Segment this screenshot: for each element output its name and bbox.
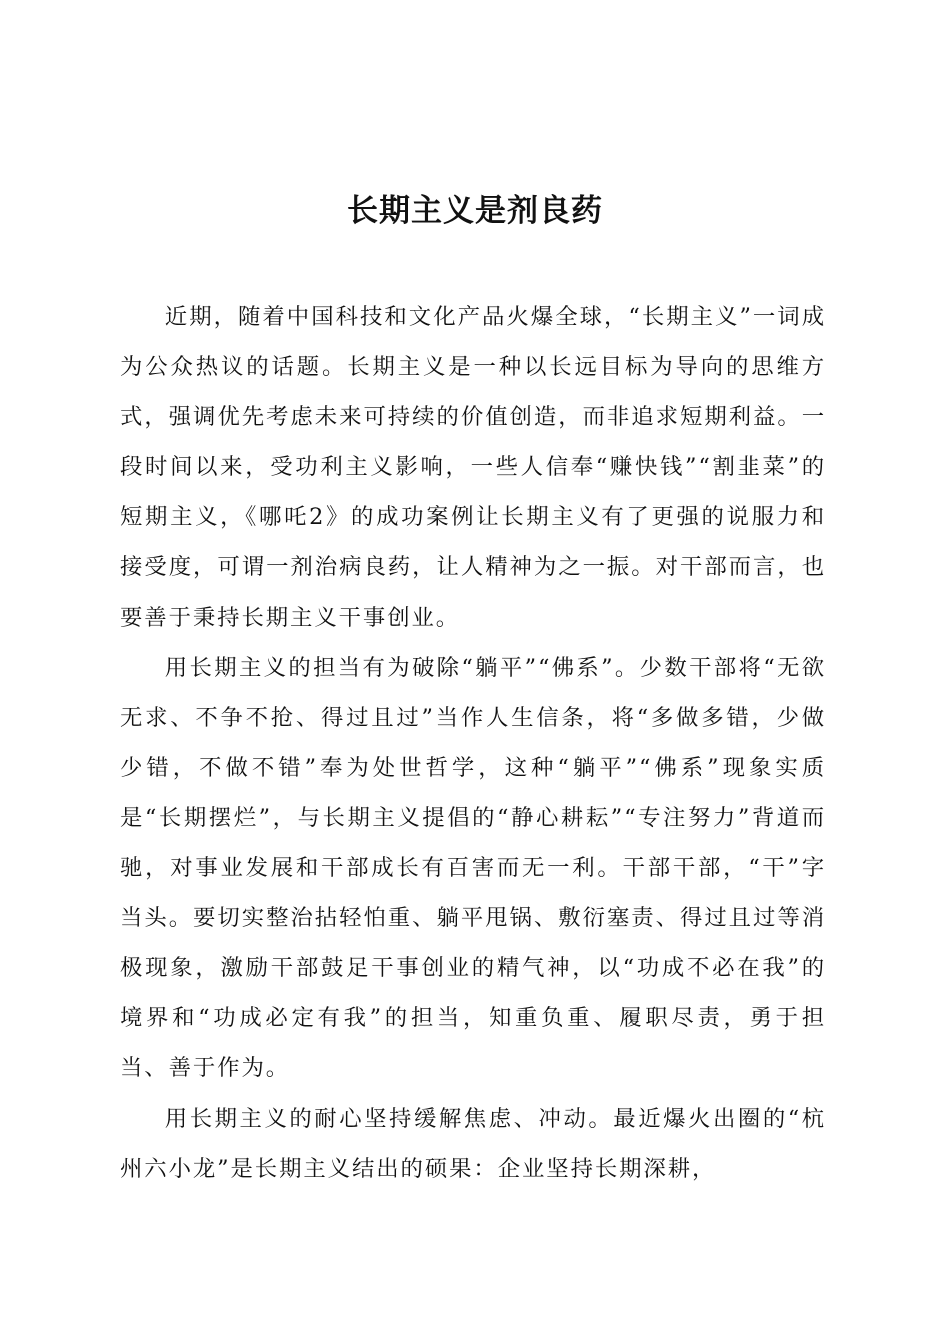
paragraph-2: 用长期主义的担当有为破除“躺平”“佛系”。少数干部将“无欲无求、不争不抢、得过且过”当作人生信条，将“多做多错，少做少错，不做不错”奉为处世哲学，这种“躺平”“佛系”现象实质是“长期摆烂”，与长期主义提倡的“静心耕耘”“专注努力”背道而驰，对事业发展和干部成长有百害而无一利。干部干部，“干”字当头。要切实整治拈轻怕重、躺平甩锅、敷衍塞责、得过且过等消极现象，激励干部鼓足干事创业的精气神，以“功成不必在我”的境界和“功成必定有我”的担当，知重负重、履职尽责，勇于担当、善于作为。 [120, 654, 826, 1082]
paragraph-3: 用长期主义的耐心坚持缓解焦虑、冲动。最近爆火出圈的“杭州六小龙”是长期主义结出的硕果：企业坚持长期深耕， [120, 1105, 826, 1182]
paragraph-1: 近期，随着中国科技和文化产品火爆全球，“长期主义”一词成为公众热议的话题。长期主义是一种以长远目标为导向的思维方式，强调优先考虑未来可持续的价值创造，而非追求短期利益。一段时间以来，受功利主义影响，一些人信奉“赚快钱”“割韭菜”的短期主义，《哪吒2》的成功案例让长期主义有了更强的说服力和接受度，可谓一剂治病良药，让人精神为之一振。对干部而言，也要善于秉持长期主义干事创业。 [120, 304, 826, 631]
document-body [120, 292, 826, 1194]
document-title: 长期主义是剂良药 [347, 193, 603, 229]
